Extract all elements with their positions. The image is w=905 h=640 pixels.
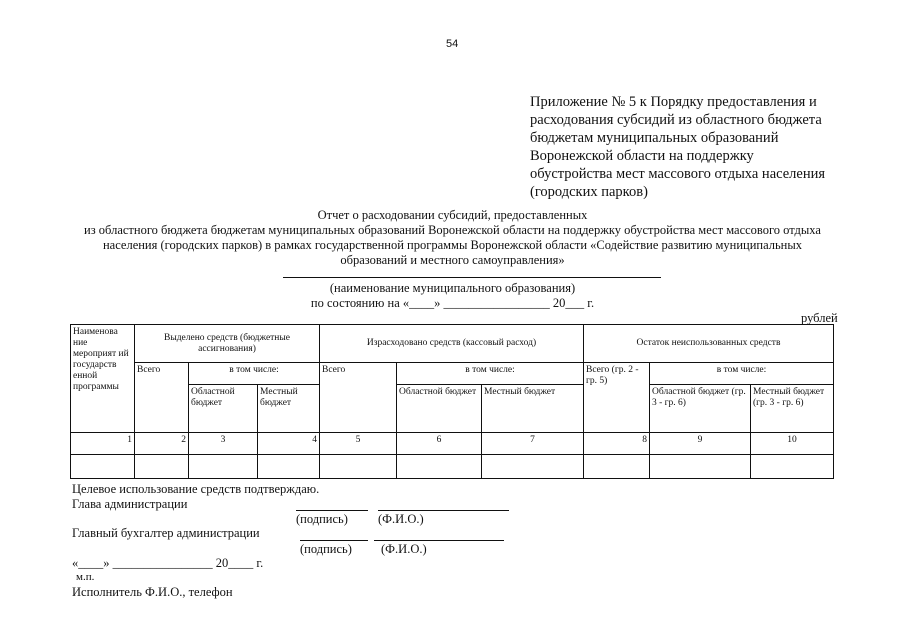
title-line: из областного бюджета бюджетам муниципальных образований Воронежской области на поддержку обустройства мест массового отдыха [84,223,821,237]
table-cell [650,455,751,479]
column-number: 8 [584,433,650,455]
accountant-label: Главный бухгалтер администрации [72,526,260,540]
currency-unit: рублей [801,311,838,325]
table-cell [320,455,397,479]
title-line: образований и местного самоуправления» [340,253,565,267]
appendix-line: Воронежской области на поддержку [530,148,754,164]
header-allocated-local: Местный бюджет [258,385,320,433]
column-number: 4 [258,433,320,455]
executor-label: Исполнитель Ф.И.О., телефон [72,585,233,599]
column-number: 9 [650,433,751,455]
date-line: «____» ________________ 20____ г. [72,556,264,570]
header-allocated-including: в том числе: [189,363,320,385]
header-spent: Израсходовано средств (кассовый расход) [320,325,584,363]
header-remaining: Остаток неиспользованных средств [584,325,834,363]
signature-caption: (подпись) [296,512,348,526]
column-number: 1 [71,433,135,455]
table-cell [482,455,584,479]
signature-caption: (подпись) [300,542,352,556]
header-allocated-regional: Областной бюджет [189,385,258,433]
header-remaining-including: в том числе: [650,363,834,385]
header-remaining-local: Местный бюджет (гр. 3 - гр. 6) [751,385,834,433]
column-number: 2 [135,433,189,455]
header-allocated: Выделено средств (бюджетные ассигнования) [135,325,320,363]
as-of-date: по состоянию на «____» _________________ 20___ г. [310,296,595,310]
table-row [71,455,834,479]
header-spent-total: Всего [320,363,397,433]
title-line: населения (городских парков) в рамках государственной программы Воронежской области «Содействие развитию муниципальных [102,238,803,252]
column-number: 6 [397,433,482,455]
appendix-line: (городских парков) [530,184,648,200]
title-line: Отчет о расходовании субсидий, предоставленных [317,208,588,222]
appendix-line: Приложение № 5 к Порядку предоставления и [530,94,817,110]
column-number: 7 [482,433,584,455]
header-remaining-total: Всего (гр. 2 - гр. 5) [584,363,650,433]
column-number: 3 [189,433,258,455]
header-spent-local: Местный бюджет [482,385,584,433]
signature-line [300,540,368,541]
header-spent-regional: Областной бюджет [397,385,482,433]
fio-line [378,510,509,511]
report-table [70,324,834,479]
page-number: 54 [446,38,459,50]
header-event: Наименова ние мероприят ий государств енной программы [71,325,135,433]
head-label: Глава администрации [72,497,188,511]
header-remaining-regional: Областной бюджет (гр. 3 - гр. 6) [650,385,751,433]
appendix-line: расходования субсидий из областного бюджета [530,112,822,128]
header-spent-including: в том числе: [397,363,584,385]
table-cell [71,455,135,479]
table-cell [397,455,482,479]
table-cell [751,455,834,479]
table-cell [584,455,650,479]
table-cell [135,455,189,479]
appendix-line: обустройства мест массового отдыха населения [530,166,826,182]
fio-caption: (Ф.И.О.) [381,542,427,556]
column-number: 10 [751,433,834,455]
header-allocated-total: Всего [135,363,189,433]
table-cell [258,455,320,479]
fio-line [374,540,504,541]
appendix-line: бюджетам муниципальных образований [530,130,779,146]
column-number: 5 [320,433,397,455]
fio-caption: (Ф.И.О.) [378,512,424,526]
table-cell [189,455,258,479]
stamp-label: м.п. [76,571,95,583]
confirmation-text: Целевое использование средств подтверждаю. [72,482,320,496]
municipality-caption: (наименование муниципального образования) [329,281,576,295]
municipality-line [283,277,661,278]
signature-line [296,510,368,511]
